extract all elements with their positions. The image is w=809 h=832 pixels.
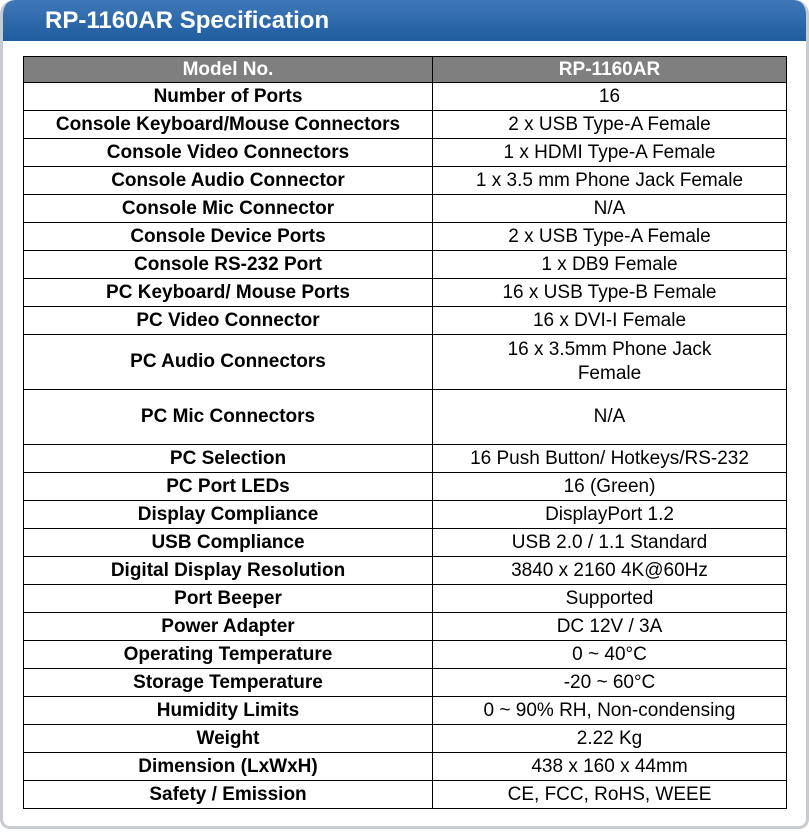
spec-value: 1 x 3.5 mm Phone Jack Female — [433, 167, 787, 195]
spec-label: Dimension (LxWxH) — [24, 753, 433, 781]
spec-value: 16 Push Button/ Hotkeys/RS-232 — [433, 445, 787, 473]
spec-label: PC Selection — [24, 445, 433, 473]
spec-value: 2 x USB Type-A Female — [433, 223, 787, 251]
spec-table — [23, 56, 787, 809]
table-header-row — [24, 57, 787, 83]
spec-value: 2 x USB Type-A Female — [433, 111, 787, 139]
table-row — [24, 529, 787, 557]
table-row — [24, 223, 787, 251]
spec-value: 1 x HDMI Type-A Female — [433, 139, 787, 167]
table-row — [24, 501, 787, 529]
spec-value: 0 ~ 90% RH, Non-condensing — [433, 697, 787, 725]
spec-label: Operating Temperature — [24, 641, 433, 669]
spec-label: Console Mic Connector — [24, 195, 433, 223]
spec-value: DC 12V / 3A — [433, 613, 787, 641]
spec-value: 16 (Green) — [433, 473, 787, 501]
spec-value: 16 x 3.5mm Phone Jack Female — [433, 335, 787, 390]
spec-label: Weight — [24, 725, 433, 753]
table-row — [24, 613, 787, 641]
table-row — [24, 307, 787, 335]
spec-value: 2.22 Kg — [433, 725, 787, 753]
table-row — [24, 669, 787, 697]
spec-label: USB Compliance — [24, 529, 433, 557]
table-row — [24, 781, 787, 809]
spec-label: PC Mic Connectors — [24, 390, 433, 445]
spec-label: PC Video Connector — [24, 307, 433, 335]
table-row — [24, 335, 787, 390]
spec-label: Console RS-232 Port — [24, 251, 433, 279]
spec-label: PC Port LEDs — [24, 473, 433, 501]
spec-label: Port Beeper — [24, 585, 433, 613]
spec-label: Safety / Emission — [24, 781, 433, 809]
spec-label: Console Device Ports — [24, 223, 433, 251]
table-header-label: Model No. — [24, 57, 433, 83]
spec-value: 3840 x 2160 4K@60Hz — [433, 557, 787, 585]
table-header-value: RP-1160AR — [433, 57, 787, 83]
spec-value: Supported — [433, 585, 787, 613]
spec-value: 16 — [433, 83, 787, 111]
table-row — [24, 111, 787, 139]
table-row — [24, 251, 787, 279]
table-row — [24, 557, 787, 585]
table-row — [24, 697, 787, 725]
table-row — [24, 641, 787, 669]
spec-value: 438 x 160 x 44mm — [433, 753, 787, 781]
spec-label: Number of Ports — [24, 83, 433, 111]
spec-value: 16 x USB Type-B Female — [433, 279, 787, 307]
spec-label: Power Adapter — [24, 613, 433, 641]
table-row — [24, 753, 787, 781]
spec-value: N/A — [433, 390, 787, 445]
table-row — [24, 725, 787, 753]
spec-value: 0 ~ 40°C — [433, 641, 787, 669]
table-row — [24, 279, 787, 307]
spec-value: N/A — [433, 195, 787, 223]
table-row — [24, 445, 787, 473]
spec-value: CE, FCC, RoHS, WEEE — [433, 781, 787, 809]
table-row — [24, 139, 787, 167]
page-title: RP-1160AR Specification — [3, 0, 806, 41]
spec-label: Storage Temperature — [24, 669, 433, 697]
spec-label: PC Audio Connectors — [24, 335, 433, 390]
spec-value: DisplayPort 1.2 — [433, 501, 787, 529]
spec-value: USB 2.0 / 1.1 Standard — [433, 529, 787, 557]
table-row — [24, 390, 787, 445]
spec-value: -20 ~ 60°C — [433, 669, 787, 697]
table-row — [24, 473, 787, 501]
spec-label: Digital Display Resolution — [24, 557, 433, 585]
table-row — [24, 83, 787, 111]
spec-label: Console Video Connectors — [24, 139, 433, 167]
table-row — [24, 585, 787, 613]
table-row — [24, 195, 787, 223]
table-row — [24, 167, 787, 195]
spec-value: 1 x DB9 Female — [433, 251, 787, 279]
spec-label: Humidity Limits — [24, 697, 433, 725]
spec-label: PC Keyboard/ Mouse Ports — [24, 279, 433, 307]
spec-value: 16 x DVI-I Female — [433, 307, 787, 335]
spec-label: Display Compliance — [24, 501, 433, 529]
spec-label: Console Keyboard/Mouse Connectors — [24, 111, 433, 139]
spec-label: Console Audio Connector — [24, 167, 433, 195]
